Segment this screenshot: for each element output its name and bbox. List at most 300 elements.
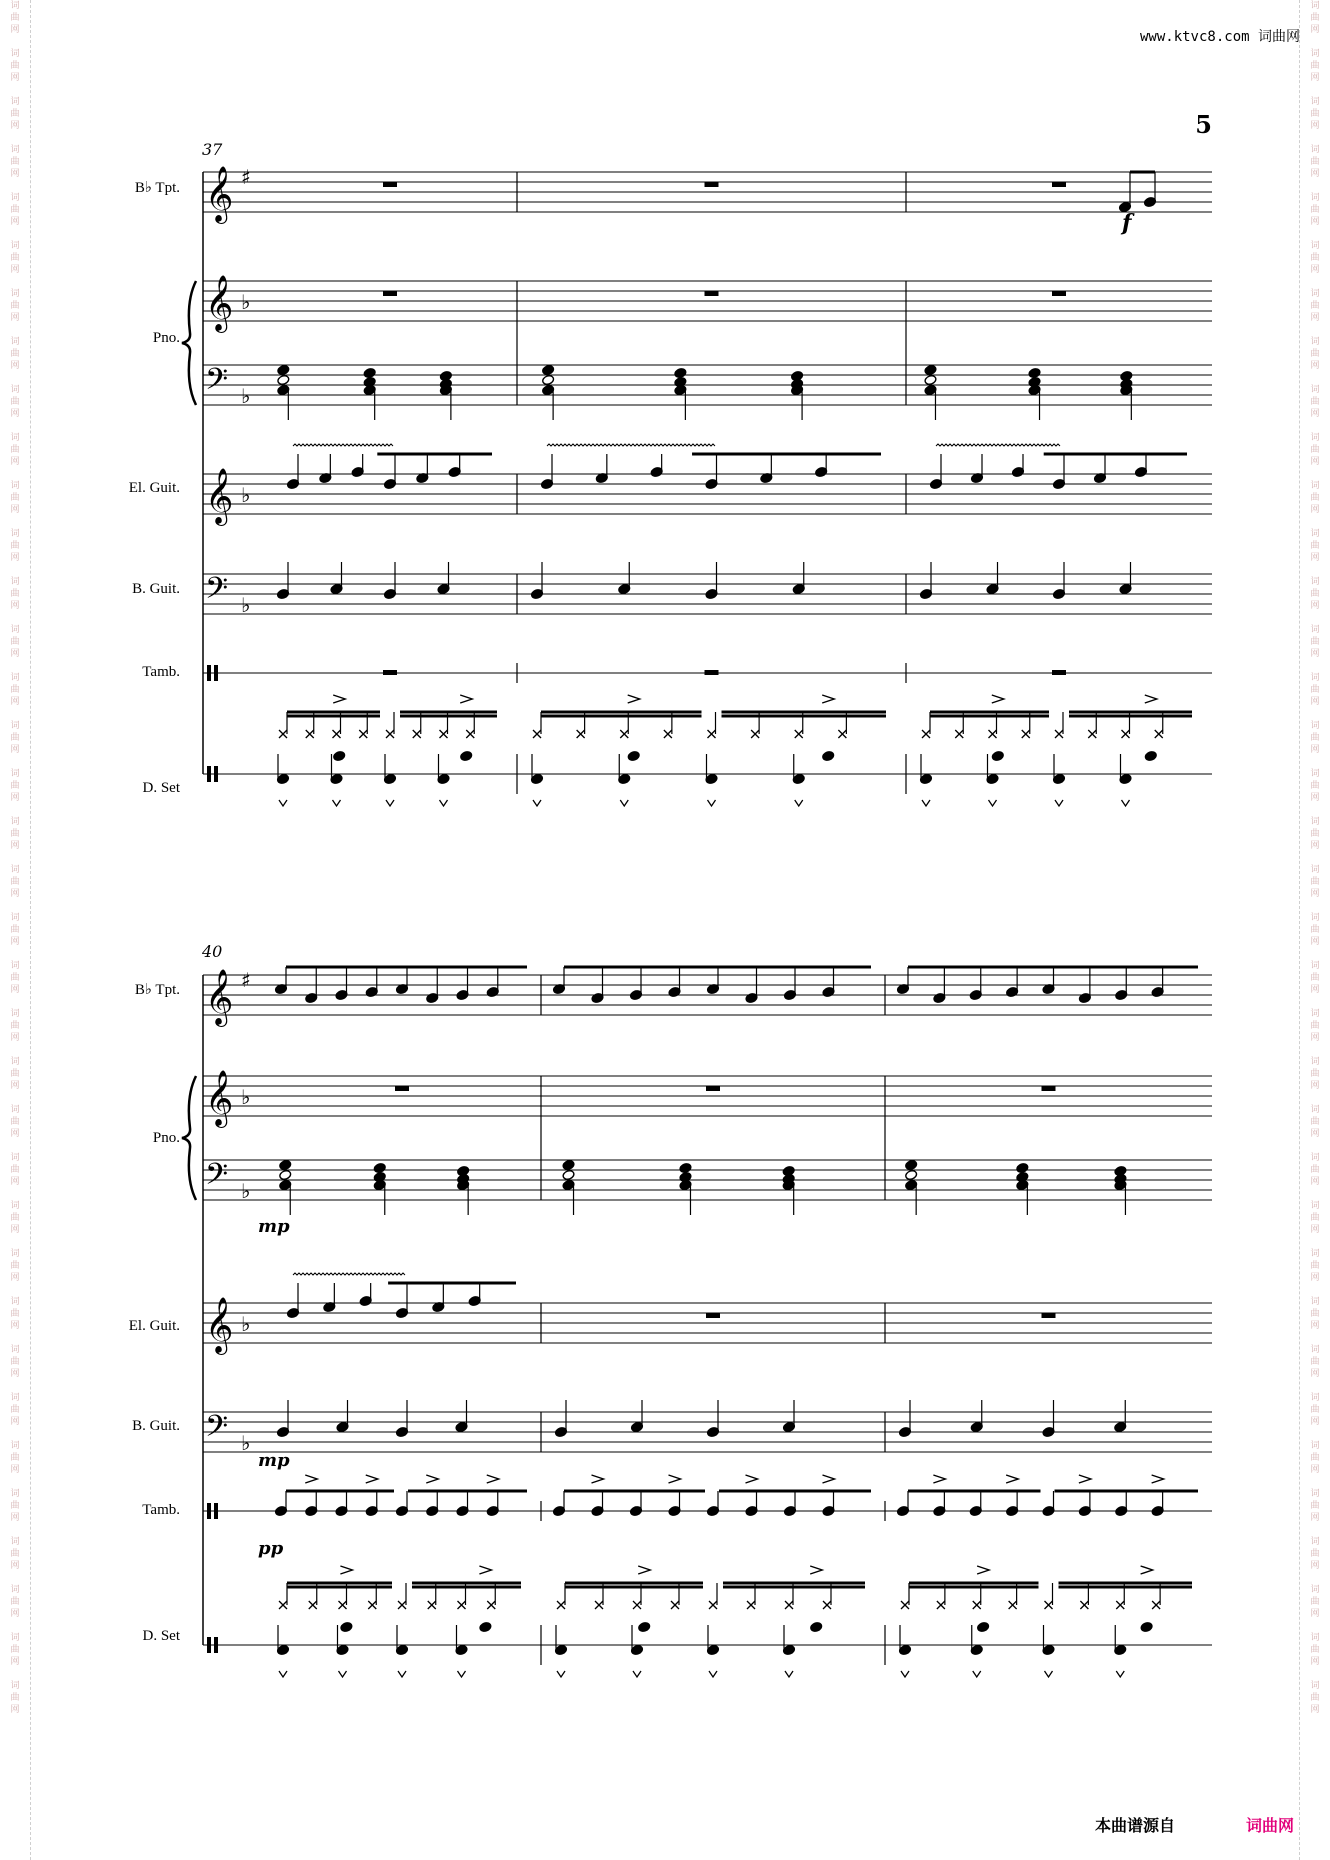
bass-clef: 𝄢 bbox=[205, 1410, 229, 1451]
watermark-glyph: 网 bbox=[1310, 1657, 1320, 1667]
watermark-glyph: 曲 bbox=[1310, 445, 1320, 455]
percussion-clef bbox=[214, 665, 218, 681]
page-number: 5 bbox=[1195, 110, 1212, 139]
watermark-glyph: 网 bbox=[1310, 1465, 1320, 1475]
note-head bbox=[277, 374, 290, 385]
pedal-mark bbox=[1122, 800, 1130, 806]
watermark-glyph: 曲 bbox=[1310, 1597, 1320, 1607]
watermark-glyph: 网 bbox=[10, 1273, 20, 1283]
watermark-glyph: 词 bbox=[10, 769, 20, 779]
watermark-glyph: 词 bbox=[10, 817, 20, 827]
watermark-glyph: 词 bbox=[1310, 49, 1320, 59]
watermark-glyph: 词 bbox=[10, 193, 20, 203]
watermark-glyph: 曲 bbox=[10, 1693, 20, 1703]
watermark-glyph: 网 bbox=[10, 1417, 20, 1427]
trill-line bbox=[936, 444, 1060, 446]
watermark-glyph: 词 bbox=[1310, 1681, 1320, 1691]
note-head bbox=[277, 364, 290, 375]
watermark-glyph: 曲 bbox=[10, 589, 20, 599]
bass-clef: 𝄢 bbox=[205, 363, 229, 404]
watermark-glyph: 词 bbox=[1310, 1585, 1320, 1595]
note-head bbox=[638, 1621, 651, 1632]
watermark-glyph: 网 bbox=[10, 409, 20, 419]
watermark-glyph: 词 bbox=[1310, 1201, 1320, 1211]
watermark-glyph: 网 bbox=[1310, 457, 1320, 467]
watermark-glyph: 词 bbox=[1310, 721, 1320, 731]
pedal-mark bbox=[922, 800, 930, 806]
accent-mark bbox=[628, 695, 640, 703]
watermark-glyph: 曲 bbox=[10, 1357, 20, 1367]
watermark-glyph: 词 bbox=[10, 49, 20, 59]
watermark-glyph: 词 bbox=[10, 145, 20, 155]
watermark-glyph: 词 bbox=[10, 1249, 20, 1259]
watermark-glyph: 词 bbox=[1310, 625, 1320, 635]
watermark-glyph: 曲 bbox=[10, 781, 20, 791]
watermark-glyph: 词 bbox=[1310, 913, 1320, 923]
watermark-glyph: 曲 bbox=[10, 1261, 20, 1271]
accent-mark bbox=[1145, 695, 1157, 703]
watermark-glyph: 曲 bbox=[1310, 1549, 1320, 1559]
watermark-glyph: 词 bbox=[1310, 1, 1320, 11]
watermark-glyph: 网 bbox=[1310, 73, 1320, 83]
watermark-glyph: 曲 bbox=[1310, 877, 1320, 887]
watermark-glyph: 曲 bbox=[1310, 1309, 1320, 1319]
bass-clef: 𝄢 bbox=[205, 1158, 229, 1199]
accent-mark bbox=[305, 1475, 317, 1483]
watermark-glyph: 词 bbox=[10, 1681, 20, 1691]
watermark-glyph: 网 bbox=[10, 649, 20, 659]
watermark-glyph: 词 bbox=[10, 1009, 20, 1019]
note-head bbox=[822, 750, 835, 761]
watermark-glyph: 词 bbox=[10, 865, 20, 875]
accent-mark bbox=[822, 695, 834, 703]
watermark-glyph: 词 bbox=[10, 385, 20, 395]
instrument-label-el-guitar: El. Guit. bbox=[128, 1318, 180, 1334]
watermark-glyph: 曲 bbox=[10, 1549, 20, 1559]
watermark-glyph: 曲 bbox=[10, 1453, 20, 1463]
note-head bbox=[279, 1159, 292, 1170]
accent-mark bbox=[1006, 1475, 1018, 1483]
measure-number: 40 bbox=[202, 942, 223, 961]
watermark-glyph: 网 bbox=[1310, 121, 1320, 131]
watermark-glyph: 曲 bbox=[10, 1117, 20, 1127]
watermark-glyph: 网 bbox=[1310, 601, 1320, 611]
watermark-glyph: 词 bbox=[10, 433, 20, 443]
instrument-label-trumpet: B♭ Tpt. bbox=[134, 982, 180, 998]
note-head bbox=[679, 1162, 692, 1173]
watermark-glyph: 词 bbox=[1310, 481, 1320, 491]
note-head bbox=[674, 367, 687, 378]
whole-rest bbox=[1042, 1086, 1056, 1091]
percussion-clef bbox=[207, 1503, 211, 1519]
whole-rest bbox=[705, 182, 719, 187]
watermark-glyph: 词 bbox=[1310, 1249, 1320, 1259]
watermark-glyph: 网 bbox=[10, 1513, 20, 1523]
note-head bbox=[1140, 1621, 1153, 1632]
watermark-glyph: 网 bbox=[10, 697, 20, 707]
watermark-glyph: 词 bbox=[1310, 769, 1320, 779]
watermark-glyph: 网 bbox=[1310, 265, 1320, 275]
treble-clef: 𝄞 bbox=[205, 468, 234, 524]
note-head bbox=[340, 1621, 353, 1632]
watermark-glyph: 词 bbox=[1310, 673, 1320, 683]
watermark-glyph: 曲 bbox=[10, 637, 20, 647]
watermark-glyph: 网 bbox=[10, 361, 20, 371]
accent-mark bbox=[1141, 1566, 1153, 1574]
note-head bbox=[373, 1162, 386, 1173]
note-head bbox=[542, 364, 555, 375]
watermark-glyph: 曲 bbox=[10, 1597, 20, 1607]
watermark-glyph: 词 bbox=[10, 241, 20, 251]
pedal-mark bbox=[708, 800, 716, 806]
watermark-glyph: 网 bbox=[1310, 1225, 1320, 1235]
accent-mark bbox=[460, 695, 472, 703]
watermark-glyph: 网 bbox=[10, 217, 20, 227]
instrument-label-tamb: Tamb. bbox=[142, 1502, 180, 1518]
watermark-glyph: 词 bbox=[10, 1633, 20, 1643]
watermark-glyph: 词 bbox=[10, 1201, 20, 1211]
percussion-clef bbox=[207, 665, 211, 681]
dynamic-f: f bbox=[1122, 210, 1132, 236]
note-head bbox=[562, 1169, 575, 1180]
watermark-glyph: 网 bbox=[10, 745, 20, 755]
watermark-glyph: 词 bbox=[1310, 1297, 1320, 1307]
watermark-glyph: 网 bbox=[10, 457, 20, 467]
watermark-glyph: 曲 bbox=[1310, 253, 1320, 263]
pedal-mark bbox=[989, 800, 997, 806]
watermark-glyph: 网 bbox=[1310, 1609, 1320, 1619]
watermark-glyph: 网 bbox=[10, 1465, 20, 1475]
pedal-mark bbox=[795, 800, 803, 806]
watermark-glyph: 曲 bbox=[1310, 1117, 1320, 1127]
footer-source-text: 本曲谱源自 bbox=[1095, 1816, 1176, 1835]
watermark-glyph: 曲 bbox=[10, 445, 20, 455]
watermark-glyph: 网 bbox=[1310, 937, 1320, 947]
watermark-glyph: 曲 bbox=[1310, 1405, 1320, 1415]
note-head bbox=[905, 1159, 918, 1170]
watermark-glyph: 网 bbox=[10, 937, 20, 947]
accent-mark bbox=[1152, 1475, 1164, 1483]
pedal-mark bbox=[458, 1671, 466, 1677]
watermark-glyph: 曲 bbox=[10, 1165, 20, 1175]
treble-clef: 𝄞 bbox=[205, 1297, 234, 1353]
watermark-glyph: 曲 bbox=[10, 925, 20, 935]
note-head bbox=[460, 750, 473, 761]
watermark-glyph: 曲 bbox=[1310, 973, 1320, 983]
watermark-glyph: 词 bbox=[10, 1, 20, 11]
watermark-glyph: 词 bbox=[1310, 1441, 1320, 1451]
watermark-glyph: 网 bbox=[1310, 1129, 1320, 1139]
treble-clef: 𝄞 bbox=[205, 275, 234, 331]
watermark-glyph: 曲 bbox=[10, 1213, 20, 1223]
watermark-glyph: 曲 bbox=[1310, 1021, 1320, 1031]
note-head bbox=[1144, 750, 1157, 761]
watermark-glyph: 曲 bbox=[10, 157, 20, 167]
watermark-glyph: 网 bbox=[10, 793, 20, 803]
watermark-glyph: 网 bbox=[10, 553, 20, 563]
pedal-mark bbox=[398, 1671, 406, 1677]
watermark-glyph: 词 bbox=[1310, 1009, 1320, 1019]
whole-rest bbox=[1052, 182, 1066, 187]
watermark-glyph: 曲 bbox=[1310, 1453, 1320, 1463]
watermark-glyph: 曲 bbox=[10, 877, 20, 887]
pedal-mark bbox=[386, 800, 394, 806]
treble-clef: 𝄞 bbox=[205, 166, 234, 222]
watermark-glyph: 词 bbox=[1310, 1057, 1320, 1067]
note-head bbox=[977, 1621, 990, 1632]
watermark-glyph: 词 bbox=[10, 1441, 20, 1451]
footer-brand: 词曲网 bbox=[1245, 1816, 1294, 1835]
watermark-glyph: 网 bbox=[1310, 793, 1320, 803]
watermark-glyph: 网 bbox=[10, 1225, 20, 1235]
watermark-glyph: 网 bbox=[10, 505, 20, 515]
watermark-glyph: 词 bbox=[10, 97, 20, 107]
watermark-glyph: 曲 bbox=[10, 301, 20, 311]
watermark-glyph: 词 bbox=[10, 1153, 20, 1163]
watermark-glyph: 曲 bbox=[1310, 541, 1320, 551]
watermark-glyph: 曲 bbox=[1310, 589, 1320, 599]
watermark-glyph: 词 bbox=[10, 721, 20, 731]
note-head bbox=[627, 750, 640, 761]
dynamic-pp: pp bbox=[258, 1538, 284, 1559]
watermark-glyph: 曲 bbox=[10, 1021, 20, 1031]
watermark-glyph: 曲 bbox=[1310, 157, 1320, 167]
accent-mark bbox=[669, 1475, 681, 1483]
watermark-glyph: 曲 bbox=[1310, 397, 1320, 407]
instrument-label-tamb: Tamb. bbox=[142, 664, 180, 680]
watermark-glyph: 曲 bbox=[1310, 925, 1320, 935]
accent-mark bbox=[426, 1475, 438, 1483]
watermark-glyph: 网 bbox=[1310, 985, 1320, 995]
accent-mark bbox=[366, 1475, 378, 1483]
watermark-glyph: 曲 bbox=[10, 1069, 20, 1079]
watermark-glyph: 网 bbox=[10, 169, 20, 179]
watermark-glyph: 曲 bbox=[10, 109, 20, 119]
watermark-glyph: 网 bbox=[1310, 841, 1320, 851]
whole-rest bbox=[395, 1086, 409, 1091]
percussion-clef bbox=[214, 1637, 218, 1653]
whole-rest bbox=[1052, 670, 1066, 675]
accent-mark bbox=[1079, 1475, 1091, 1483]
watermark-glyph: 网 bbox=[1310, 169, 1320, 179]
accent-mark bbox=[340, 1566, 352, 1574]
watermark-glyph: 曲 bbox=[10, 733, 20, 743]
watermark-glyph: 网 bbox=[10, 841, 20, 851]
watermark-glyph: 曲 bbox=[1310, 733, 1320, 743]
watermark-glyph: 网 bbox=[1310, 697, 1320, 707]
piano-brace bbox=[182, 281, 196, 405]
whole-rest bbox=[705, 670, 719, 675]
note-head bbox=[542, 374, 555, 385]
watermark-glyph: 网 bbox=[1310, 217, 1320, 227]
accent-mark bbox=[746, 1475, 758, 1483]
watermark-glyph: 网 bbox=[10, 1657, 20, 1667]
pedal-mark bbox=[1055, 800, 1063, 806]
watermark-glyph: 词 bbox=[10, 1489, 20, 1499]
dynamic-mp: mp bbox=[258, 1450, 290, 1471]
watermark-glyph: 曲 bbox=[10, 253, 20, 263]
watermark-glyph: 网 bbox=[1310, 1081, 1320, 1091]
watermark-glyph: 网 bbox=[1310, 1417, 1320, 1427]
watermark-glyph: 曲 bbox=[1310, 1693, 1320, 1703]
note-head bbox=[905, 1169, 918, 1180]
watermark-glyph: 网 bbox=[10, 1705, 20, 1715]
accent-mark bbox=[479, 1566, 491, 1574]
pedal-mark bbox=[279, 800, 287, 806]
watermark-glyph: 曲 bbox=[1310, 1261, 1320, 1271]
watermark-glyph: 网 bbox=[10, 985, 20, 995]
watermark-glyph: 网 bbox=[10, 25, 20, 35]
accent-mark bbox=[487, 1475, 499, 1483]
watermark-glyph: 词 bbox=[10, 529, 20, 539]
watermark-glyph: 曲 bbox=[1310, 301, 1320, 311]
pedal-mark bbox=[633, 1671, 641, 1677]
watermark-glyph: 词 bbox=[1310, 529, 1320, 539]
measure-number: 37 bbox=[202, 140, 223, 159]
note-head bbox=[1016, 1162, 1029, 1173]
pedal-mark bbox=[1045, 1671, 1053, 1677]
whole-rest bbox=[706, 1086, 720, 1091]
watermark-glyph: 词 bbox=[10, 1105, 20, 1115]
watermark-glyph: 曲 bbox=[1310, 61, 1320, 71]
key-signature-flat: ♭ bbox=[241, 1085, 251, 1109]
watermark-glyph: 曲 bbox=[1310, 1501, 1320, 1511]
watermark-glyph: 网 bbox=[1310, 1033, 1320, 1043]
watermark-glyph: 曲 bbox=[10, 1405, 20, 1415]
watermark-glyph: 词 bbox=[10, 481, 20, 491]
watermark-glyph: 曲 bbox=[1310, 1357, 1320, 1367]
instrument-label-piano: Pno. bbox=[152, 1130, 180, 1146]
watermark-glyph: 曲 bbox=[1310, 349, 1320, 359]
watermark-glyph: 网 bbox=[1310, 1513, 1320, 1523]
whole-rest bbox=[1052, 291, 1066, 296]
note-head bbox=[562, 1159, 575, 1170]
key-signature-flat: ♭ bbox=[241, 593, 251, 617]
watermark-glyph: 网 bbox=[10, 1561, 20, 1571]
watermark-glyph: 词 bbox=[1310, 961, 1320, 971]
note-head bbox=[479, 1621, 492, 1632]
watermark-glyph: 网 bbox=[10, 1321, 20, 1331]
whole-rest bbox=[383, 291, 397, 296]
trill-line bbox=[293, 1273, 405, 1275]
instrument-label-dset: D. Set bbox=[142, 780, 180, 796]
accent-mark bbox=[638, 1566, 650, 1574]
watermark-glyph: 曲 bbox=[1310, 1069, 1320, 1079]
note-head bbox=[363, 367, 376, 378]
watermark-glyph: 曲 bbox=[1310, 205, 1320, 215]
watermark-glyph: 词 bbox=[1310, 145, 1320, 155]
watermark-glyph: 词 bbox=[1310, 433, 1320, 443]
watermark-glyph: 词 bbox=[10, 1297, 20, 1307]
watermark-glyph: 曲 bbox=[1310, 1165, 1320, 1175]
watermark-glyph: 网 bbox=[1310, 1273, 1320, 1283]
note-head bbox=[279, 1169, 292, 1180]
watermark-glyph: 曲 bbox=[10, 397, 20, 407]
note-head bbox=[333, 750, 346, 761]
watermark-glyph: 词 bbox=[10, 1345, 20, 1355]
watermark-glyph: 网 bbox=[1310, 649, 1320, 659]
watermark-glyph: 词 bbox=[10, 577, 20, 587]
watermark-glyph: 曲 bbox=[1310, 637, 1320, 647]
dynamic-mp: mp bbox=[258, 1216, 290, 1237]
pedal-mark bbox=[973, 1671, 981, 1677]
watermark-glyph: 曲 bbox=[10, 685, 20, 695]
pedal-mark bbox=[533, 800, 541, 806]
watermark-glyph: 网 bbox=[10, 1081, 20, 1091]
pedal-mark bbox=[785, 1671, 793, 1677]
site-url: www.ktvc8.com 词曲网 bbox=[1139, 29, 1300, 45]
whole-rest bbox=[383, 182, 397, 187]
watermark-glyph: 网 bbox=[10, 121, 20, 131]
watermark-glyph: 网 bbox=[1310, 313, 1320, 323]
watermark-glyph: 曲 bbox=[10, 1309, 20, 1319]
watermark-glyph: 曲 bbox=[1310, 1645, 1320, 1655]
piano-brace bbox=[182, 1076, 196, 1200]
whole-rest bbox=[705, 291, 719, 296]
instrument-label-b-guitar: B. Guit. bbox=[132, 581, 180, 597]
note-head bbox=[991, 750, 1004, 761]
watermark-glyph: 网 bbox=[1310, 1561, 1320, 1571]
watermark-glyph: 网 bbox=[10, 889, 20, 899]
key-signature-flat: ♭ bbox=[241, 290, 251, 314]
watermark-glyph: 词 bbox=[1310, 241, 1320, 251]
note-head bbox=[924, 364, 937, 375]
watermark-glyph: 网 bbox=[1310, 1705, 1320, 1715]
watermark-glyph: 词 bbox=[1310, 1537, 1320, 1547]
watermark-glyph: 曲 bbox=[1310, 685, 1320, 695]
treble-clef: 𝄞 bbox=[205, 969, 234, 1025]
pedal-mark bbox=[620, 800, 628, 806]
watermark-glyph: 词 bbox=[1310, 1393, 1320, 1403]
key-signature-flat: ♭ bbox=[241, 1431, 251, 1455]
watermark-glyph: 曲 bbox=[10, 13, 20, 23]
watermark-glyph: 网 bbox=[1310, 25, 1320, 35]
watermark-glyph: 网 bbox=[1310, 745, 1320, 755]
watermark-glyph: 词 bbox=[1310, 1153, 1320, 1163]
pedal-mark bbox=[901, 1671, 909, 1677]
watermark-glyph: 网 bbox=[10, 1177, 20, 1187]
watermark-glyph: 网 bbox=[10, 1609, 20, 1619]
pedal-mark bbox=[339, 1671, 347, 1677]
watermark-glyph: 网 bbox=[10, 73, 20, 83]
watermark-glyph: 网 bbox=[10, 1369, 20, 1379]
watermark-glyph: 网 bbox=[1310, 361, 1320, 371]
watermark-glyph: 网 bbox=[10, 1129, 20, 1139]
accent-mark bbox=[933, 1475, 945, 1483]
watermark-glyph: 曲 bbox=[10, 829, 20, 839]
key-signature-flat: ♭ bbox=[241, 483, 251, 507]
watermark-glyph: 网 bbox=[1310, 1177, 1320, 1187]
watermark-glyph: 词 bbox=[10, 673, 20, 683]
whole-rest bbox=[706, 1313, 720, 1318]
watermark-glyph: 曲 bbox=[1310, 829, 1320, 839]
key-signature-flat: ♭ bbox=[241, 384, 251, 408]
accent-mark bbox=[333, 695, 345, 703]
watermark-glyph: 词 bbox=[1310, 577, 1320, 587]
watermark-glyph: 词 bbox=[1310, 1345, 1320, 1355]
percussion-clef bbox=[214, 766, 218, 782]
key-signature-flat: ♭ bbox=[241, 1179, 251, 1203]
key-signature-sharp: ♯ bbox=[241, 968, 251, 992]
watermark-glyph: 网 bbox=[1310, 553, 1320, 563]
watermark-glyph: 词 bbox=[10, 1585, 20, 1595]
watermark-glyph: 词 bbox=[10, 1537, 20, 1547]
watermark-glyph: 曲 bbox=[1310, 493, 1320, 503]
watermark-glyph: 词 bbox=[10, 1393, 20, 1403]
pedal-mark bbox=[557, 1671, 565, 1677]
percussion-clef bbox=[214, 1503, 218, 1519]
watermark-glyph: 词 bbox=[1310, 337, 1320, 347]
